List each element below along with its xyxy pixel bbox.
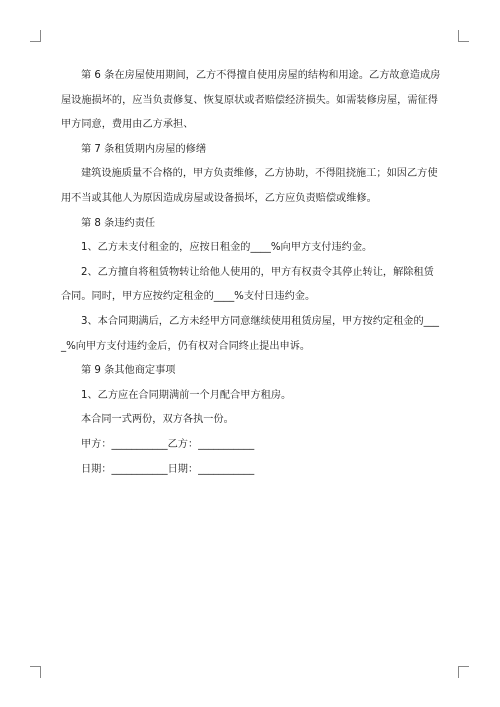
clause-8-item-3: 3、本合同期满后，乙方未经甲方同意继续使用租赁房屋，甲方按约定租金的___ _%向甲方支付违约金后，仍有权对合同终止提出申诉。: [61, 315, 439, 352]
copies-statement: 本合同一式两份，双方各执一份。: [81, 414, 234, 426]
date-line: 日期：___________日期：___________: [81, 463, 255, 475]
clause-9-item-1: 1、乙方应在合同期满前一个月配合甲方租房。: [81, 389, 292, 401]
clause-8-heading: 第 8 条违约责任: [81, 217, 156, 229]
document-body: [61, 64, 443, 482]
clause-8-item-2: 2、乙方擅自将租赁物转让给他人使用的，甲方有权责令其停止转让，解除租赁合同。同时，甲方应按约定租金的____%支付日违约金。: [61, 266, 434, 303]
clause-6-paragraph: 第 6 条在房屋使用期间，乙方不得擅自使用房屋的结构和用途。乙方故意造成房屋设施损坏的，应当负责修复、恢复原状或者赔偿经济损失。如需装修房屋，需征得甲方同意，费用由乙方承担、: [61, 70, 441, 131]
crop-mark-bottom-left: [30, 666, 41, 678]
signature-line: 甲方：___________乙方：___________: [81, 438, 255, 450]
crop-mark-bottom-right: [458, 666, 469, 678]
clause-8-item-1: 1、乙方未支付租金的，应按日租金的____%向甲方支付违约金。: [81, 242, 373, 254]
crop-mark-top-right: [458, 30, 469, 42]
clause-7-heading: 第 7 条租赁期内房屋的修缮: [81, 143, 207, 155]
clause-9-heading: 第 9 条其他商定事项: [81, 365, 176, 377]
crop-mark-top-left: [30, 30, 41, 42]
clause-7-paragraph: 建筑设施质量不合格的，甲方负责维修，乙方协助，不得阻挠施工；如因乙方使用不当或其他人为原因造成房屋或设备损坏，乙方应负责赔偿或维修。: [61, 168, 438, 204]
